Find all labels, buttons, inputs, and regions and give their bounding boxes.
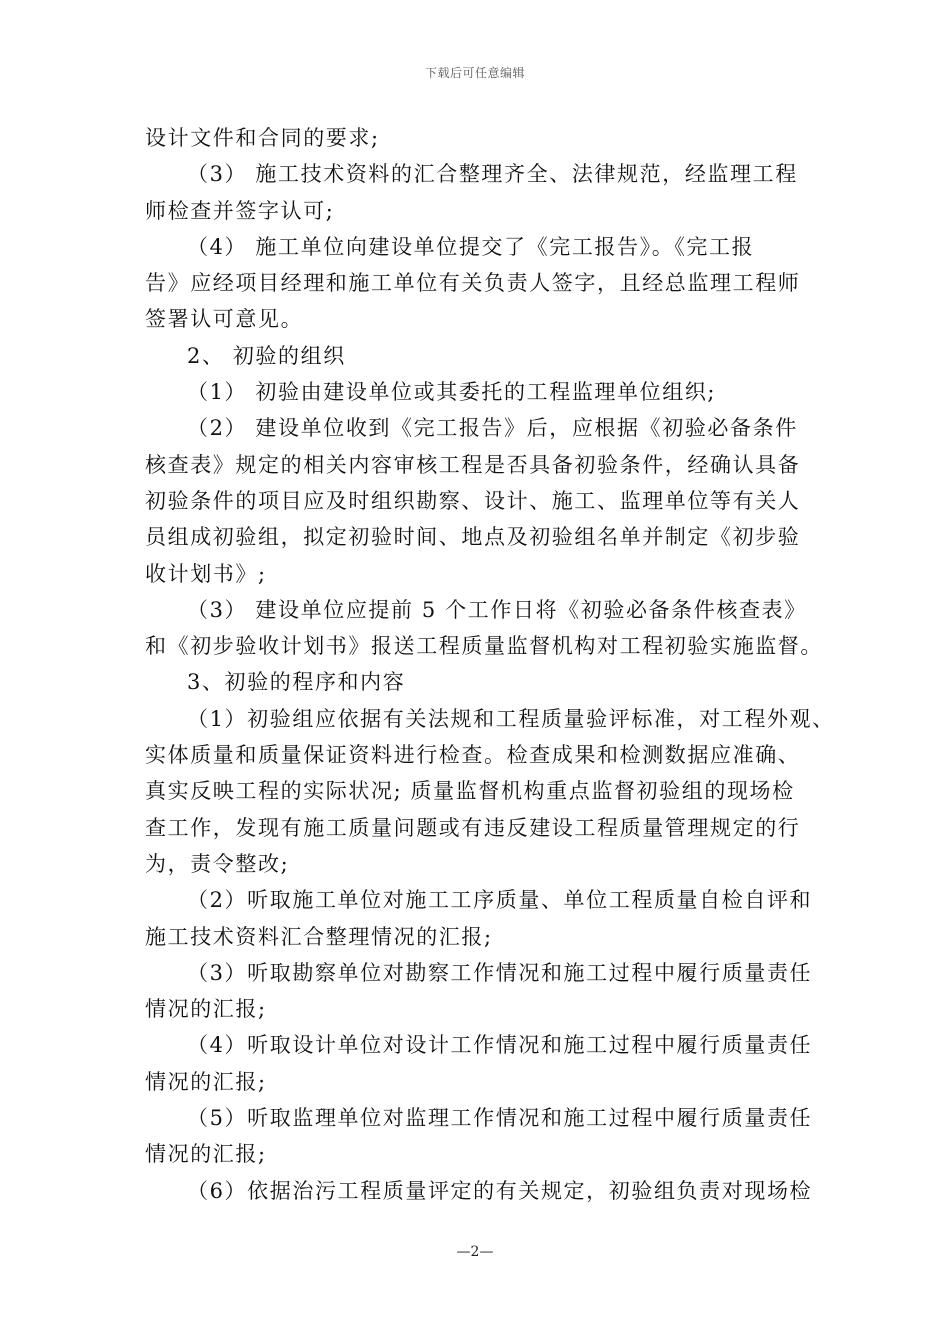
text-line: 情况的汇报;	[145, 1069, 267, 1094]
text-line: （6）依据治污工程质量评定的有关规定，初验组负责对现场检	[187, 1178, 813, 1203]
text-line: （2）听取施工单位对施工工序质量、单位工程质量自检自评和	[187, 888, 813, 913]
text-line: 初验条件的项目应及时组织勘察、设计、施工、监理单位等有关人	[145, 488, 801, 513]
document-body	[145, 120, 835, 1209]
text-line: 和《初步验收计划书》报送工程质量监督机构对工程初验实施监督。	[145, 634, 823, 659]
text-line: 员组成初验组，拟定初验时间、地点及初验组名单并制定《初步验	[145, 525, 801, 550]
text-line: （3）听取勘察单位对勘察工作情况和施工过程中履行质量责任	[187, 960, 813, 985]
text-line: （1） 初验由建设单位或其委托的工程监理单位组织;	[187, 380, 717, 405]
text-line: （4）听取设计单位对设计工作情况和施工过程中履行质量责任	[187, 1033, 813, 1058]
text-line: （5）听取监理单位对监理工作情况和施工过程中履行质量责任	[187, 1106, 813, 1131]
text-line: 师检查并签字认可;	[145, 198, 335, 223]
text-line: （2） 建设单位收到《完工报告》后，应根据《初验必备条件	[187, 416, 798, 441]
text-line: 告》应经项目经理和施工单位有关负责人签字，且经总监理工程师	[145, 271, 801, 296]
text-line: （3） 建设单位应提前 5 个工作日将《初验必备条件核查表》	[187, 597, 807, 622]
text-line: 施工技术资料汇合整理情况的汇报;	[145, 924, 493, 949]
text-line: 实体质量和质量保证资料进行检查。检查成果和检测数据应准确、	[145, 743, 801, 768]
text-line: 设计文件和合同的要求;	[145, 126, 380, 150]
text-line: 收计划书》;	[145, 561, 267, 586]
text-line: （1）初验组应依据有关法规和工程质量验评标准，对工程外观、	[187, 706, 835, 731]
text-line: （4） 施工单位向建设单位提交了《完工报告》。《完工报	[187, 234, 755, 259]
text-line: 真实反映工程的实际状况; 质量监督机构重点监督初验组的现场检	[145, 779, 795, 804]
text-line: 签署认可意见。	[145, 307, 304, 332]
text-line: 3、初验的程序和内容	[187, 670, 406, 695]
text-line: （3） 施工技术资料的汇合整理齐全、法律规范，经监理工程	[187, 162, 798, 187]
text-line: 情况的汇报;	[145, 1142, 267, 1167]
page-header-note: 下载后可任意编辑	[424, 66, 525, 80]
text-line: 为，责令整改;	[145, 851, 290, 876]
page-number: —2—	[456, 1244, 494, 1260]
text-line: 查工作，发现有施工质量问题或有违反建设工程质量管理规定的行	[145, 815, 801, 840]
text-line: 核查表》规定的相关内容审核工程是否具备初验条件，经确认具备	[145, 452, 801, 477]
text-line: 2、 初验的组织	[187, 343, 346, 368]
text-line: 情况的汇报;	[145, 997, 267, 1022]
